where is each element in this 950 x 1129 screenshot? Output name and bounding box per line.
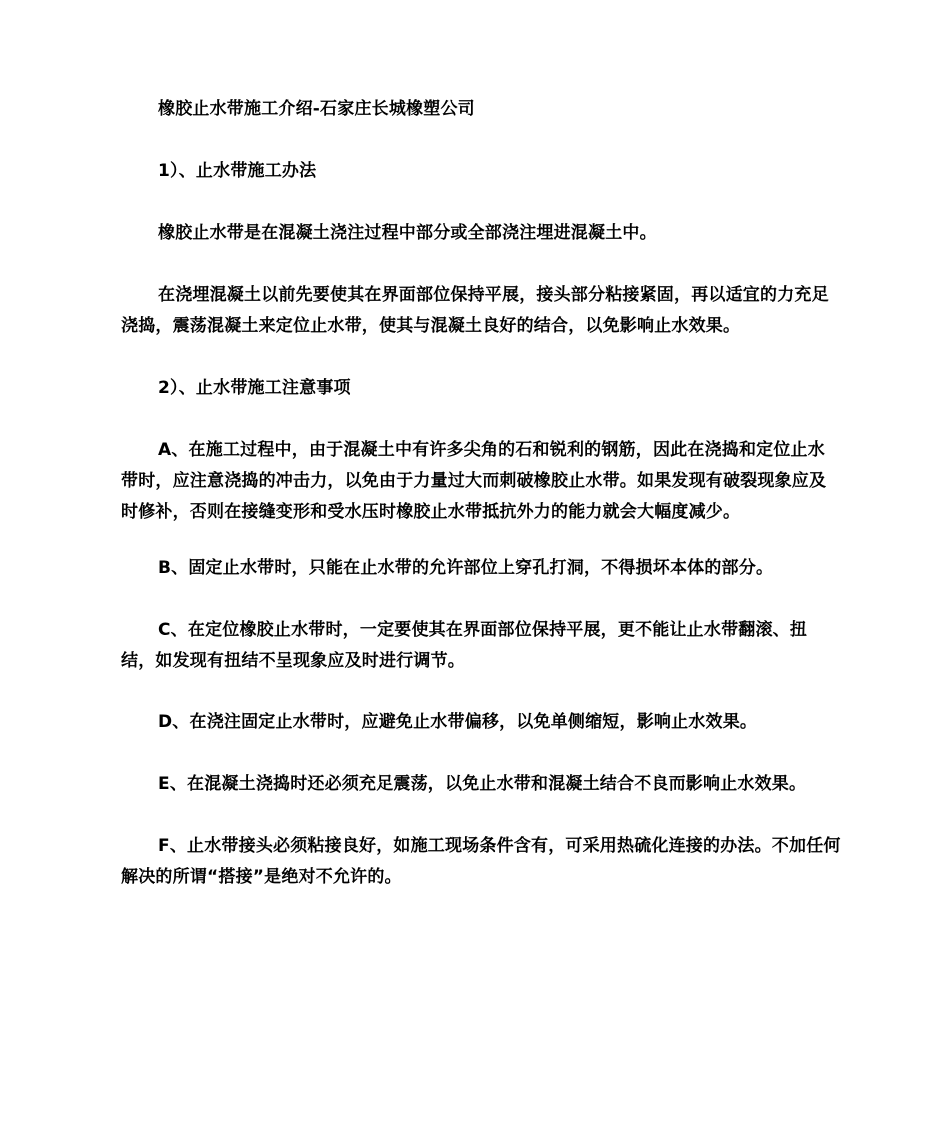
precaution-item-c: C、在定位橡胶止水带时，一定要使其在界面部位保持平展，更不能让止水带翻滚、扭结，如发现有扭结不呈现象应及时进行调节。 (121, 620, 808, 671)
precaution-item-f: F、止水带接头必须粘接良好，如施工现场条件含有，可采用热硫化连接的办法。不加任何解决的所谓“搭接”是绝对不允许的。 (121, 836, 841, 887)
paragraph-pouring-method: 在浇埋混凝土以前先要使其在界面部位保持平展，接头部分粘接紧固，再以适宜的力充足浇捣，震荡混凝土来定位止水带，使其与混凝土良好的结合，以免影响止水效果。 (121, 285, 829, 336)
section-heading-construction-method: 1）、止水带施工办法 (158, 161, 317, 181)
precaution-item-e: E、在混凝土浇捣时还必须充足震荡，以免止水带和混凝土结合不良而影响止水效果。 (158, 774, 807, 794)
document-title: 橡胶止水带施工介绍-石家庄长城橡塑公司 (158, 99, 475, 119)
precaution-item-d: D、在浇注固定止水带时，应避免止水带偏移，以免单侧缩短，影响止水效果。 (158, 712, 758, 732)
precaution-item-b: B、固定止水带时，只能在止水带的允许部位上穿孔打洞，不得损坏本体的部分。 (158, 558, 774, 578)
paragraph-intro: 橡胶止水带是在混凝土浇注过程中部分或全部浇注埋进混凝土中。 (158, 223, 657, 243)
section-heading-precautions: 2）、止水带施工注意事项 (158, 378, 351, 398)
precaution-item-a: A、在施工过程中，由于混凝土中有许多尖角的石和锐利的钢筋，因此在浇捣和定位止水带时，应注意浇捣的冲击力，以免由于力量过大而刺破橡胶止水带。如果发现有破裂现象应及时修补，否则在接缝变形和受水压时橡胶止水带抵抗外力的能力就会大幅度减少。 (121, 440, 827, 522)
